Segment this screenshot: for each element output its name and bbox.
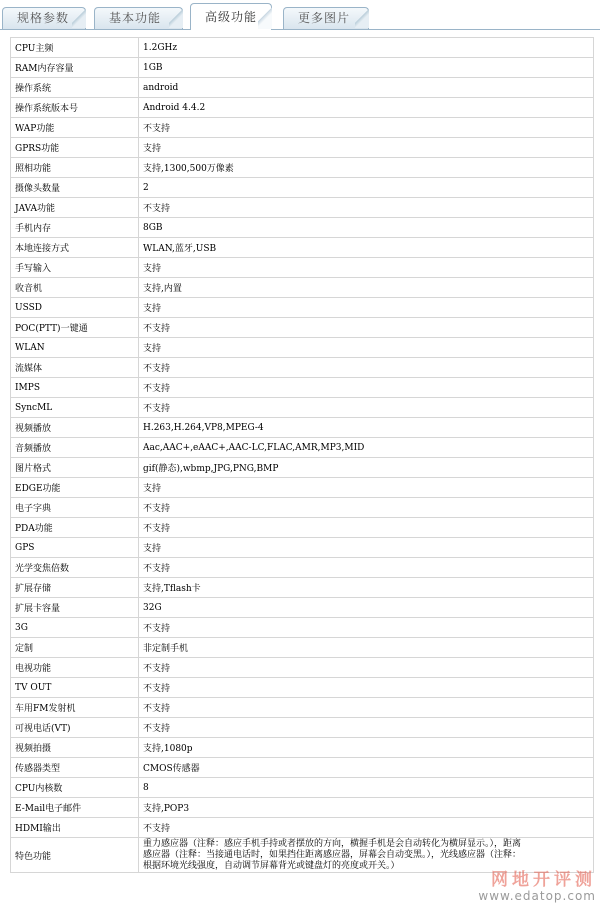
spec-key: PDA功能 — [11, 518, 139, 538]
spec-row — [11, 278, 594, 298]
tab-basic-features[interactable] — [94, 7, 183, 29]
spec-row — [11, 258, 594, 278]
spec-row — [11, 238, 594, 258]
spec-row — [11, 718, 594, 738]
spec-key: CPU内核数 — [11, 778, 139, 798]
spec-value: 不支持 — [139, 698, 594, 718]
spec-value: 支持 — [139, 338, 594, 358]
spec-key: 图片格式 — [11, 458, 139, 478]
spec-key: 光学变焦倍数 — [11, 558, 139, 578]
spec-key: 视频拍摄 — [11, 738, 139, 758]
spec-value: 支持 — [139, 298, 594, 318]
tab-corner — [355, 7, 369, 28]
spec-row — [11, 158, 594, 178]
spec-value: 不支持 — [139, 678, 594, 698]
spec-value: Android 4.4.2 — [139, 98, 594, 118]
spec-row — [11, 698, 594, 718]
spec-row — [11, 838, 594, 873]
spec-key: JAVA功能 — [11, 198, 139, 218]
spec-value: gif(静态),wbmp,JPG,PNG,BMP — [139, 458, 594, 478]
tab-corner — [169, 7, 183, 28]
spec-value: 不支持 — [139, 318, 594, 338]
spec-row — [11, 498, 594, 518]
tab-specs[interactable] — [2, 7, 86, 29]
spec-key: 操作系统 — [11, 78, 139, 98]
spec-value: 8GB — [139, 218, 594, 238]
spec-value: android — [139, 78, 594, 98]
spec-value: 非定制手机 — [139, 638, 594, 658]
spec-table-body — [11, 38, 594, 873]
spec-row — [11, 78, 594, 98]
spec-value: 支持,1080p — [139, 738, 594, 758]
tab-more-images[interactable] — [283, 7, 369, 29]
spec-key: 收音机 — [11, 278, 139, 298]
spec-row — [11, 138, 594, 158]
spec-key: POC(PTT)一键通 — [11, 318, 139, 338]
spec-row — [11, 418, 594, 438]
tab-bar — [0, 0, 600, 30]
tab-corner — [72, 7, 86, 28]
spec-row — [11, 598, 594, 618]
spec-row — [11, 298, 594, 318]
spec-value: 32G — [139, 598, 594, 618]
spec-row — [11, 798, 594, 818]
spec-key: USSD — [11, 298, 139, 318]
spec-row — [11, 478, 594, 498]
spec-value: 2 — [139, 178, 594, 198]
spec-row — [11, 178, 594, 198]
spec-row — [11, 358, 594, 378]
spec-key: HDMI输出 — [11, 818, 139, 838]
spec-key: GPRS功能 — [11, 138, 139, 158]
spec-row — [11, 538, 594, 558]
spec-key: 照相功能 — [11, 158, 139, 178]
spec-row — [11, 398, 594, 418]
tab-basic-features-label: 基本功能 — [109, 11, 162, 25]
tab-advanced-features-label: 高级功能 — [205, 10, 258, 24]
spec-row — [11, 578, 594, 598]
spec-row — [11, 98, 594, 118]
spec-key: 手写输入 — [11, 258, 139, 278]
spec-row — [11, 118, 594, 138]
spec-value: 1.2GHz — [139, 38, 594, 58]
spec-row — [11, 638, 594, 658]
watermark-url-text: www.edatop.com — [478, 889, 596, 903]
spec-row — [11, 738, 594, 758]
spec-key: E-Mail电子邮件 — [11, 798, 139, 818]
spec-key: 操作系统版本号 — [11, 98, 139, 118]
spec-row — [11, 218, 594, 238]
spec-row — [11, 58, 594, 78]
spec-row — [11, 38, 594, 58]
spec-key: RAM内存容量 — [11, 58, 139, 78]
spec-value: 不支持 — [139, 658, 594, 678]
spec-value: CMOS传感器 — [139, 758, 594, 778]
spec-key: 扩展存储 — [11, 578, 139, 598]
spec-key: IMPS — [11, 378, 139, 398]
spec-row — [11, 758, 594, 778]
spec-value: 不支持 — [139, 358, 594, 378]
spec-key: 可视电话(VT) — [11, 718, 139, 738]
spec-value: 不支持 — [139, 518, 594, 538]
spec-value: 不支持 — [139, 118, 594, 138]
spec-value: 重力感应器（注释：感应手机手持或者摆放的方向，横握手机是会自动转化为横屏显示。），距离感应器（注释：当接通电话时，如果挡住距离感应器，屏幕会自动变黑。），光线感应器（注释：根据环境光线强度，自动调节屏幕背光或键盘灯的亮度或开关。） — [139, 838, 594, 873]
spec-row — [11, 818, 594, 838]
spec-row — [11, 518, 594, 538]
spec-key: 电视功能 — [11, 658, 139, 678]
spec-key: WLAN — [11, 338, 139, 358]
spec-value: H.263,H.264,VP8,MPEG-4 — [139, 418, 594, 438]
spec-key: 扩展卡容量 — [11, 598, 139, 618]
spec-value: 支持 — [139, 538, 594, 558]
spec-key: 传感器类型 — [11, 758, 139, 778]
spec-value: 支持 — [139, 258, 594, 278]
spec-key: 本地连接方式 — [11, 238, 139, 258]
spec-key: 摄像头数量 — [11, 178, 139, 198]
spec-value: 8 — [139, 778, 594, 798]
tab-corner — [258, 3, 272, 29]
spec-key: 手机内存 — [11, 218, 139, 238]
spec-value: 不支持 — [139, 558, 594, 578]
spec-row — [11, 658, 594, 678]
spec-key: 特色功能 — [11, 838, 139, 873]
spec-value: 不支持 — [139, 618, 594, 638]
spec-row — [11, 618, 594, 638]
spec-row — [11, 378, 594, 398]
spec-value: 支持,内置 — [139, 278, 594, 298]
spec-key: 音频播放 — [11, 438, 139, 458]
spec-key: 3G — [11, 618, 139, 638]
spec-value: 支持,Tflash卡 — [139, 578, 594, 598]
spec-value: 不支持 — [139, 378, 594, 398]
spec-key: 流媒体 — [11, 358, 139, 378]
tab-specs-label: 规格参数 — [17, 11, 70, 25]
spec-key: WAP功能 — [11, 118, 139, 138]
spec-value: 支持 — [139, 138, 594, 158]
spec-row — [11, 778, 594, 798]
spec-key: 定制 — [11, 638, 139, 658]
spec-value: 支持,POP3 — [139, 798, 594, 818]
spec-value: 支持 — [139, 478, 594, 498]
spec-row — [11, 318, 594, 338]
spec-row — [11, 678, 594, 698]
spec-key: 电子字典 — [11, 498, 139, 518]
spec-key: 车用FM发射机 — [11, 698, 139, 718]
watermark — [436, 871, 596, 905]
spec-value: 不支持 — [139, 498, 594, 518]
spec-key: EDGE功能 — [11, 478, 139, 498]
spec-value: 不支持 — [139, 398, 594, 418]
tab-more-images-label: 更多图片 — [298, 11, 351, 25]
tab-advanced-features[interactable] — [190, 3, 272, 30]
spec-value: 1GB — [139, 58, 594, 78]
spec-row — [11, 198, 594, 218]
spec-value: 支持,1300,500万像素 — [139, 158, 594, 178]
watermark-cn-text: 网地开评测 — [491, 870, 596, 890]
spec-row — [11, 558, 594, 578]
spec-key: 视频播放 — [11, 418, 139, 438]
spec-row — [11, 458, 594, 478]
spec-value: 不支持 — [139, 718, 594, 738]
spec-value: WLAN,蓝牙,USB — [139, 238, 594, 258]
spec-key: SyncML — [11, 398, 139, 418]
spec-key: TV OUT — [11, 678, 139, 698]
spec-key: CPU主频 — [11, 38, 139, 58]
spec-value: 不支持 — [139, 818, 594, 838]
spec-row — [11, 438, 594, 458]
spec-key: GPS — [11, 538, 139, 558]
spec-table — [10, 37, 594, 873]
spec-value: 不支持 — [139, 198, 594, 218]
spec-row — [11, 338, 594, 358]
spec-value: Aac,AAC+,eAAC+,AAC-LC,FLAC,AMR,MP3,MID — [139, 438, 594, 458]
